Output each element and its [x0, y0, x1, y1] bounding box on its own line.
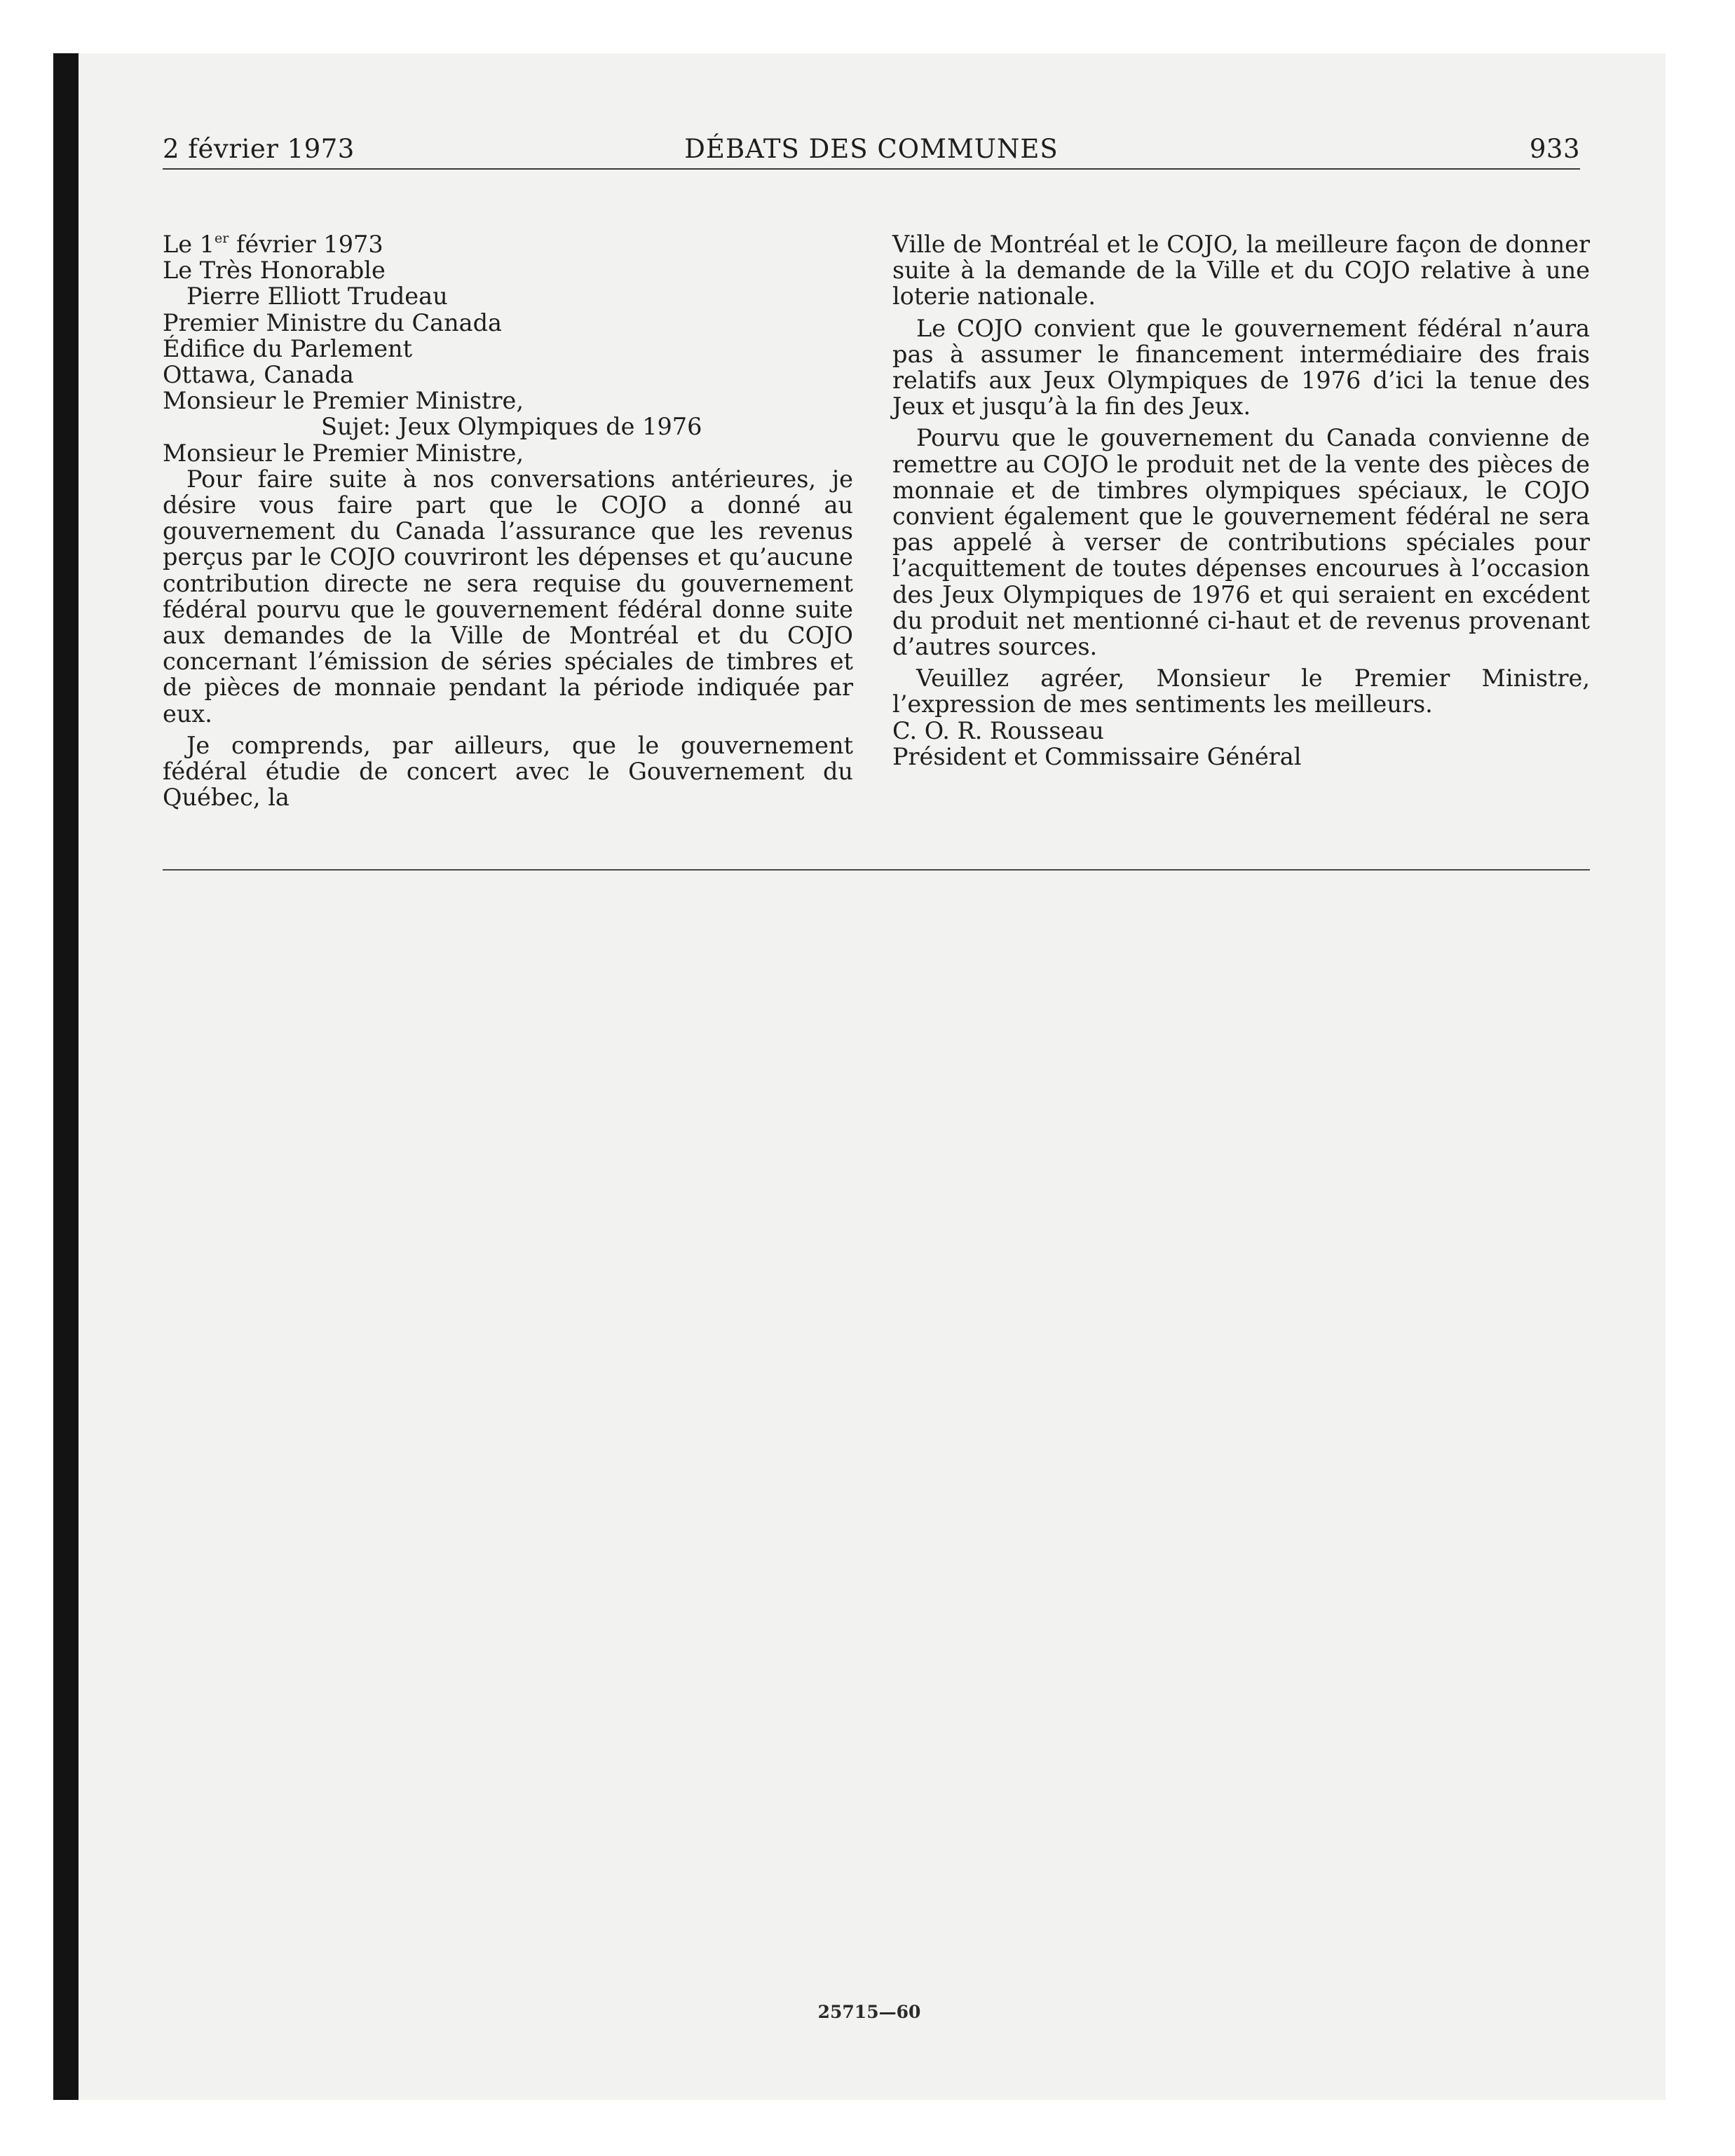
address-line: Pierre Elliott Trudeau	[186, 282, 448, 311]
running-head	[163, 133, 1580, 165]
letter-paragraph-continued: Ville de Montréal et le COJO, la meilleure façon de donner suite à la demande de la Ville et du COJO relative à une loterie nationale.	[892, 231, 1590, 311]
letter-salutation: Monsieur le Premier Ministre,	[163, 439, 524, 467]
print-code: 25715—60	[817, 2002, 921, 2022]
letter-paragraph: Le COJO convient que le gouvernement fédéral n’aura pas à assumer le financement intermédiaire des frais relatifs aux Jeux Olympiques de 1976 d’ici la tenue des Jeux et jusqu’à la fin des Jeux.	[892, 314, 1590, 421]
section-end-rule	[163, 869, 1590, 871]
signatory-title: Président et Commissaire Général	[892, 742, 1302, 770]
right-column	[892, 231, 1590, 770]
dateline-suffix: février 1973	[229, 231, 383, 258]
letter-paragraph: Pour faire suite à nos conversations antérieures, je désire vous faire part que le COJO a donné au gouvernement du Canada l’assurance que les revenus perçus par le COJO couvriront les dépenses et qu’aucune contribution directe ne sera requise du gouvernement fédéral pourvu que le gouvernement fédéral donne suite aux demandes de la Ville de Montréal et du COJO concernant l’émission de séries spéciales de timbres et de pièces de monnaie pendant la période indiquée par eux.	[163, 465, 853, 728]
letter-paragraph: Pourvu que le gouvernement du Canada convienne de remettre au COJO le produit net de la vente des pièces de monnaie et de timbres olympiques spéciaux, le COJO convient également que le gouvernement fédéral ne sera pas appelé à verser de contributions spéciales pour l’acquittement de toutes dépenses encourues à l’occasion des Jeux Olympiques de 1976 et qui seraient en excédent du produit net mentionné ci-haut et de revenus provenant d’autres sources.	[892, 424, 1590, 661]
signatory-name: C. O. R. Rousseau	[892, 716, 1104, 744]
address-line: Monsieur le Premier Ministre,	[163, 387, 524, 415]
address-line: Le Très Honorable	[163, 257, 386, 285]
address-line: Édifice du Parlement	[163, 334, 413, 362]
dateline-prefix: Le 1	[163, 231, 215, 258]
address-line: Premier Ministre du Canada	[163, 308, 503, 336]
dateline-superscript: er	[215, 231, 229, 246]
letter-closing: Veuillez agréer, Monsieur le Premier Ministre, l’expression de mes sentiments les meilleurs.	[892, 664, 1590, 718]
letter-dateline	[163, 231, 853, 257]
header-rule	[163, 168, 1580, 170]
header-date: 2 février 1973	[163, 134, 355, 164]
recipient-address	[163, 257, 853, 414]
publication-title: DÉBATS DES COMMUNES	[684, 134, 1059, 164]
address-line: Ottawa, Canada	[163, 361, 354, 389]
page-number: 933	[1529, 134, 1580, 164]
letter-paragraph: Je comprends, par ailleurs, que le gouvernement fédéral étudie de concert avec le Gouvernement du Québec, la	[163, 731, 853, 812]
left-column	[163, 231, 853, 810]
letter-subject: Sujet: Jeux Olympiques de 1976	[321, 413, 702, 441]
binding-edge	[53, 53, 79, 2100]
